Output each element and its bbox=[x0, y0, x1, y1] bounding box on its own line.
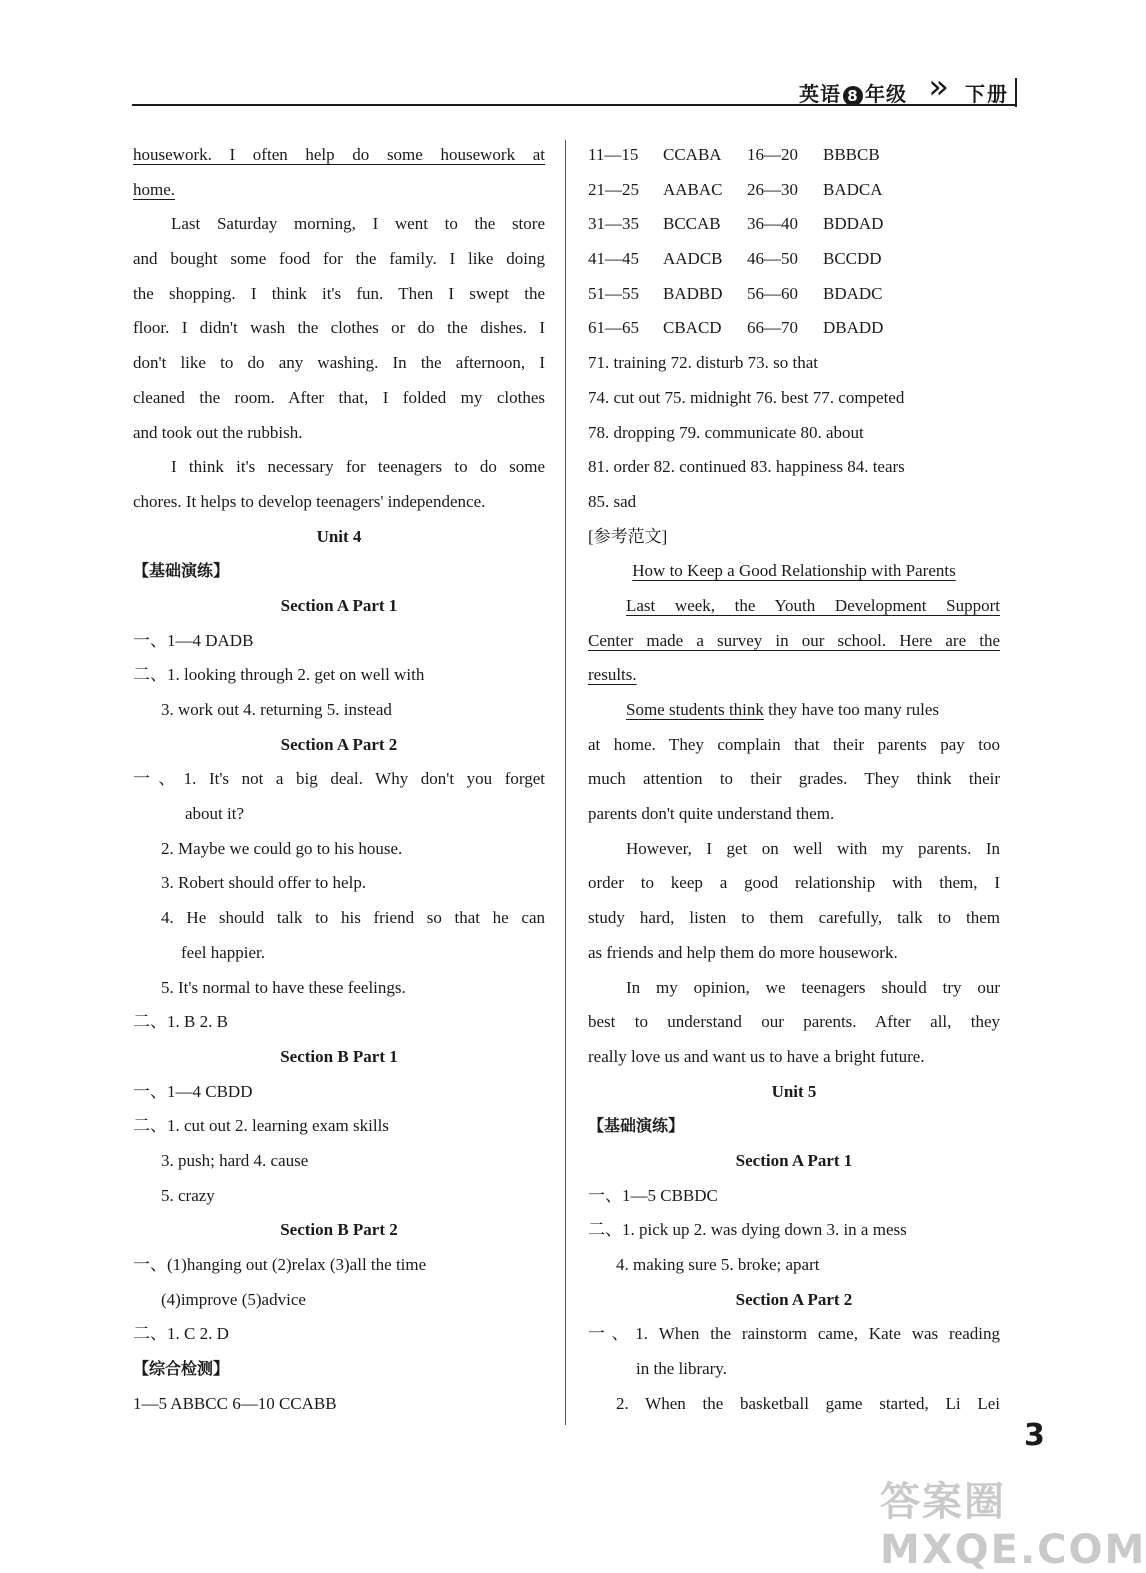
left-column bbox=[133, 138, 545, 1421]
answer-row: 31—35 BCCAB 36—40 BDDAD bbox=[588, 214, 884, 234]
answer-line: 81. order 82. continued 83. happiness 84. tears bbox=[588, 457, 905, 477]
page-header bbox=[132, 67, 1017, 107]
answer-line: 4. He should talk to his friend so that he can bbox=[161, 908, 545, 928]
essay-line: as friends and help them do more housework. bbox=[588, 942, 898, 962]
answer-line: 一、1—4 DADB bbox=[133, 630, 254, 650]
answer-line: 二、1. B 2. B bbox=[133, 1012, 228, 1032]
header-grade-suffix: 年级 bbox=[865, 82, 907, 106]
essay-line: I think it's necessary for teenagers to do some bbox=[171, 457, 545, 477]
essay-line: cleaned the room. After that, I folded my clothes bbox=[133, 387, 545, 407]
answer-line: 3. push; hard 4. cause bbox=[161, 1150, 309, 1170]
answer-line: about it? bbox=[185, 804, 245, 824]
answer-line: 一、1—5 CBBDC bbox=[588, 1185, 718, 1205]
reference-tag: [参考范文] bbox=[588, 526, 668, 546]
answer-line: (4)improve (5)advice bbox=[161, 1289, 306, 1309]
essay-line: Last week, the Youth Development Support bbox=[626, 595, 1000, 615]
answer-line: 二、1. pick up 2. was dying down 3. in a mess bbox=[588, 1220, 907, 1240]
answer-line: 5. crazy bbox=[161, 1185, 215, 1205]
answer-row: 41—45 AADCB 46—50 BCCDD bbox=[588, 249, 882, 269]
right-column bbox=[588, 138, 1000, 1421]
header-grade: 8 bbox=[843, 86, 863, 106]
essay-line: chores. It helps to develop teenagers' independence. bbox=[133, 491, 486, 511]
section-heading: Section A Part 2 bbox=[735, 1289, 853, 1309]
double-chevron-icon: » bbox=[928, 67, 949, 107]
essay-line: and took out the rubbish. bbox=[133, 422, 303, 442]
essay-line: However, I get on well with my parents. In bbox=[626, 838, 1000, 858]
answer-line: 4. making sure 5. broke; apart bbox=[616, 1255, 820, 1274]
essay-line: the shopping. I think it's fun. Then I swept the bbox=[133, 283, 545, 303]
answer-line: 一、1. It's not a big deal. Why don't you forget bbox=[133, 769, 545, 789]
answer-line: feel happier. bbox=[181, 942, 266, 962]
answer-line: 二、1. C 2. D bbox=[133, 1324, 229, 1344]
essay-line: Last Saturday morning, I went to the store bbox=[171, 214, 545, 234]
answer-line: 2. When the basketball game started, Li Lei bbox=[616, 1393, 1000, 1413]
unit-heading: Unit 4 bbox=[316, 526, 362, 546]
answer-line: 74. cut out 75. midnight 76. best 77. competed bbox=[588, 387, 905, 407]
answer-line: 3. work out 4. returning 5. instead bbox=[161, 700, 392, 719]
answer-line: in the library. bbox=[636, 1359, 727, 1379]
essay-title: How to Keep a Good Relationship with Parents bbox=[632, 561, 956, 581]
section-heading: Section B Part 2 bbox=[280, 1220, 398, 1240]
essay-line: order to keep a good relationship with them, I bbox=[588, 873, 1000, 893]
answer-line: 一、1—4 CBDD bbox=[133, 1081, 253, 1101]
essay-line: Some students think they have too many rules bbox=[626, 700, 940, 719]
answer-row: 21—25 AABAC 26—30 BADCA bbox=[588, 179, 883, 199]
answer-row: 51—55 BADBD 56—60 BDADC bbox=[588, 283, 883, 303]
answer-line: 二、1. cut out 2. learning exam skills bbox=[133, 1116, 389, 1136]
watermark-logo: 答案圈 MXQE.COM bbox=[880, 1479, 1146, 1573]
page-number: 3 bbox=[1024, 1418, 1045, 1453]
essay-line: home. bbox=[133, 179, 176, 199]
section-tag: 【基础演练】 bbox=[588, 1116, 685, 1136]
answer-line: 一、1. When the rainstorm came, Kate was reading bbox=[588, 1324, 1000, 1344]
section-heading: Section A Part 2 bbox=[280, 734, 398, 754]
essay-line: housework. I often help do some housework at bbox=[133, 145, 545, 164]
answer-row: 11—15 CCABA 16—20 BBBCB bbox=[588, 145, 880, 164]
essay-line: results. bbox=[588, 665, 637, 685]
essay-line: Center made a survey in our school. Here are the bbox=[588, 630, 1000, 650]
answer-line: 1—5 ABBCC 6—10 CCABB bbox=[133, 1393, 337, 1413]
header-volume: 下册 bbox=[965, 78, 1017, 107]
answer-line: 2. Maybe we could go to his house. bbox=[161, 838, 403, 858]
header-title bbox=[799, 78, 907, 107]
section-heading: Section A Part 1 bbox=[280, 595, 398, 615]
section-tag: 【基础演练】 bbox=[133, 561, 230, 581]
essay-line: don't like to do any washing. In the afternoon, I bbox=[133, 353, 545, 373]
essay-line: study hard, listen to them carefully, talk to them bbox=[588, 908, 1000, 928]
header-subject: 英语 bbox=[799, 82, 841, 106]
answer-row: 61—65 CBACD 66—70 DBADD bbox=[588, 318, 884, 338]
answer-line: 85. sad bbox=[588, 491, 637, 511]
essay-line: and bought some food for the family. I like doing bbox=[133, 249, 545, 269]
answer-line: 78. dropping 79. communicate 80. about bbox=[588, 422, 864, 442]
essay-line: floor. I didn't wash the clothes or do the dishes. I bbox=[133, 318, 545, 338]
essay-line: at home. They complain that their parents pay too bbox=[588, 734, 1000, 754]
unit-heading: Unit 5 bbox=[771, 1081, 817, 1101]
section-heading: Section A Part 1 bbox=[735, 1150, 853, 1170]
section-heading: Section B Part 1 bbox=[280, 1046, 398, 1066]
essay-line: parents don't quite understand them. bbox=[588, 804, 835, 824]
answer-line: 5. It's normal to have these feelings. bbox=[161, 977, 406, 997]
essay-line: In my opinion, we teenagers should try our bbox=[626, 977, 1000, 997]
essay-line: best to understand our parents. After all, they bbox=[588, 1012, 1000, 1032]
answer-line: 71. training 72. disturb 73. so that bbox=[588, 353, 818, 373]
section-tag: 【综合检测】 bbox=[133, 1359, 230, 1379]
answer-line: 一、(1)hanging out (2)relax (3)all the time bbox=[133, 1255, 427, 1274]
column-divider bbox=[565, 140, 566, 1425]
essay-line: really love us and want us to have a bright future. bbox=[588, 1046, 925, 1066]
answer-line: 3. Robert should offer to help. bbox=[161, 873, 367, 893]
essay-line: much attention to their grades. They think their bbox=[588, 769, 1000, 789]
answer-line: 二、1. looking through 2. get on well with bbox=[133, 665, 425, 685]
